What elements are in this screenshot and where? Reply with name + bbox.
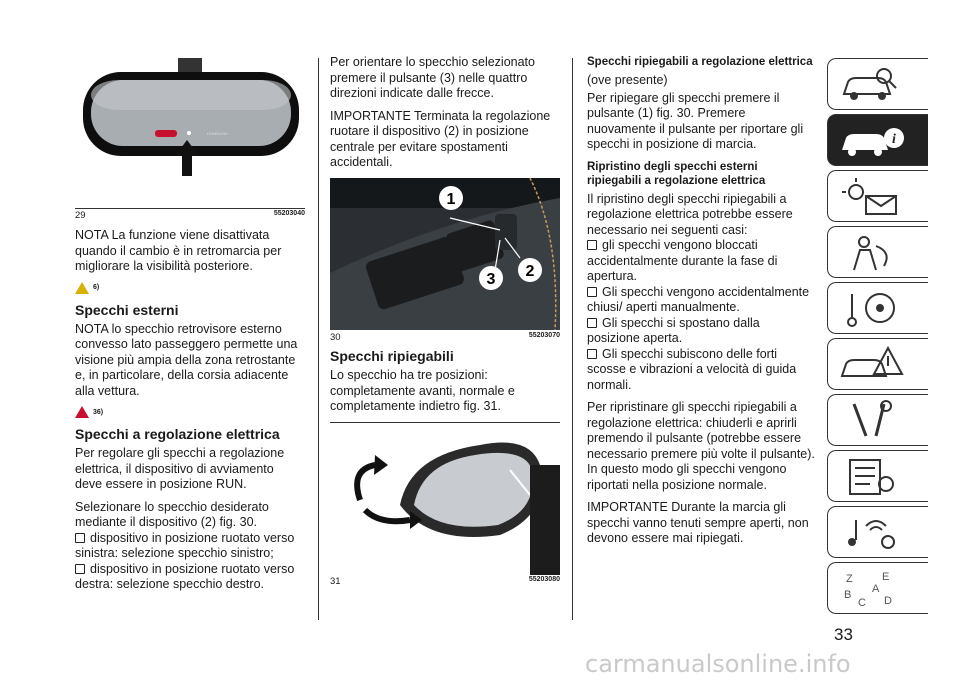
paragraph-cases: Il ripristino degli specchi ripiegabili a regolazione elettrica potrebbe essere necessario nei seguenti casi:	[587, 191, 793, 237]
rearview-mirror-image	[75, 58, 305, 208]
media-nav-icon	[836, 512, 906, 552]
tab-tools[interactable]	[827, 394, 928, 446]
figure-29-code: 55203040	[273, 210, 305, 217]
column-2	[330, 55, 560, 178]
warning-triangle-icon	[75, 282, 89, 294]
callout-2	[518, 258, 542, 282]
subheading-ove-presente: (ove presente)	[587, 73, 668, 87]
heading-ripiegabili-elettrica: Specchi ripiegabili a regolazione elettrica	[587, 56, 813, 68]
tab-lights-mail[interactable]	[827, 170, 928, 222]
figure-30-code: 55203070	[528, 332, 560, 339]
svg-text:3: 3	[486, 271, 496, 288]
svg-text:i: i	[892, 132, 896, 147]
paragraph-important-center: IMPORTANTE Terminata la regolazione ruotare il dispositivo (2) in posizione centrale per evitare spostamenti accidentali.	[330, 108, 551, 169]
svg-text:D: D	[884, 595, 892, 607]
tab-car-info[interactable]	[827, 114, 928, 166]
door-switch-panel-image	[330, 178, 560, 330]
note-convex-mirror: NOTA lo specchio retrovisore esterno convesso lato passeggero permette una visione più ampia della zona retrostante e, in particolare, della corsia adiacente alla vettura.	[75, 321, 298, 398]
column-divider	[572, 58, 573, 620]
warning-ref-label: 36)	[93, 408, 104, 416]
heading-regolazione-elettrica: Specchi a regolazione elettrica	[75, 426, 280, 442]
paragraph-orient: Per orientare lo specchio selezionato premere il pulsante (3) nelle quattro direzioni indicate dalle frecce.	[330, 55, 535, 100]
svg-text:E: E	[882, 571, 890, 583]
watermark: carmanualsonline.info	[585, 650, 851, 678]
warning-ref-36	[75, 406, 300, 418]
lights-mail-icon	[836, 176, 906, 216]
svg-text:B: B	[844, 589, 852, 601]
figure-29-number: 29	[75, 210, 86, 221]
svg-text:C: C	[858, 597, 866, 608]
paragraph-fold: Per ripiegare gli specchi premere il pulsante (1) fig. 30. Premere nuovamente il pulsante per riportare gli specchi in posizione di marcia.	[587, 90, 804, 151]
bullet-left: dispositivo in posizione ruotato verso sinistra: selezione specchio sinistro;	[75, 531, 300, 562]
figure-31	[330, 420, 560, 590]
note-reverse: NOTA La funzione viene disattivata quando il cambio è in retromarcia per migliorare la visibilità posteriore.	[75, 228, 282, 273]
column-2-lower	[330, 348, 560, 422]
bullet-item: Gli specchi si spostano dalla posizione aperta.	[587, 316, 815, 347]
airbag-person-icon	[836, 232, 906, 272]
tab-index[interactable]	[827, 562, 928, 614]
bullet-item: gli specchi vengono bloccati accidentalmente durante la fase di apertura.	[587, 238, 815, 285]
heading-specchi-esterni: Specchi esterni	[75, 301, 179, 318]
figure-31-number: 31	[330, 576, 341, 587]
tab-media-nav[interactable]	[827, 506, 928, 558]
paragraph-restore: Per ripristinare gli specchi ripiegabili a regolazione elettrica: chiuderli e aprirli premendo il pulsante (potrebbe essere necessario premere più volte il pulsante). In questo modo gli specchi vengono riportati nella posizione normale.	[587, 400, 815, 492]
heading-ripristino: Ripristino degli specchi esterni ripiegabili a regolazione elettrica	[587, 160, 766, 187]
car-warning-icon	[836, 344, 906, 384]
steering-key-icon	[836, 288, 906, 328]
figure-30	[330, 178, 560, 348]
column-3	[587, 55, 815, 554]
paragraph-select: Selezionare lo specchio desiderato mediante il dispositivo (2) fig. 30.	[75, 499, 269, 529]
tab-car-search[interactable]	[827, 58, 928, 110]
tab-checklist[interactable]	[827, 450, 928, 502]
bullet-item: Gli specchi vengono accidentalmente chiusi/ aperti manualmente.	[587, 285, 815, 316]
paragraph-run: Per regolare gli specchi a regolazione elettrica, il dispositivo di avviamento deve essere in posizione RUN.	[75, 446, 285, 491]
svg-text:1: 1	[446, 191, 456, 208]
paragraph-three-positions: Lo specchio ha tre posizioni: completamente avanti, normale e completamente indietro fig. 31.	[330, 368, 515, 413]
bullet-item: Gli specchi subiscono delle forti scosse e vibrazioni a velocità di guida normali.	[587, 347, 815, 394]
page-number: 33	[834, 625, 853, 644]
callout-3	[479, 266, 503, 290]
folding-mirror-image	[330, 425, 560, 575]
heading-ripiegabili: Specchi ripiegabili	[330, 348, 454, 364]
callout-1	[439, 186, 463, 210]
tools-icon	[836, 400, 906, 440]
warning-ref-6	[75, 282, 300, 294]
svg-text:Z: Z	[846, 573, 853, 585]
figure-29	[75, 58, 305, 221]
svg-text:A: A	[872, 583, 880, 595]
car-info-icon	[836, 120, 906, 160]
mirror-button-label: HOMELINK	[207, 131, 228, 136]
figure-30-number: 30	[330, 332, 341, 343]
warning-ref-label: 6)	[93, 284, 100, 291]
car-search-icon	[836, 64, 906, 104]
tab-steering-key[interactable]	[827, 282, 928, 334]
column-divider	[318, 58, 319, 620]
danger-triangle-icon	[75, 406, 89, 418]
svg-text:2: 2	[525, 263, 535, 280]
bullet-right: dispositivo in posizione ruotato verso destra: selezione specchio destro.	[75, 562, 300, 593]
tab-car-warning[interactable]	[827, 338, 928, 390]
paragraph-important-open: IMPORTANTE Durante la marcia gli specchi vanno tenuti sempre aperti, non devono essere mai ripiegati.	[587, 500, 809, 545]
column-1	[75, 228, 300, 593]
index-letters-icon	[836, 568, 906, 608]
figure-31-code: 55203080	[528, 576, 560, 583]
checklist-icon	[836, 456, 906, 496]
tab-airbag[interactable]	[827, 226, 928, 278]
